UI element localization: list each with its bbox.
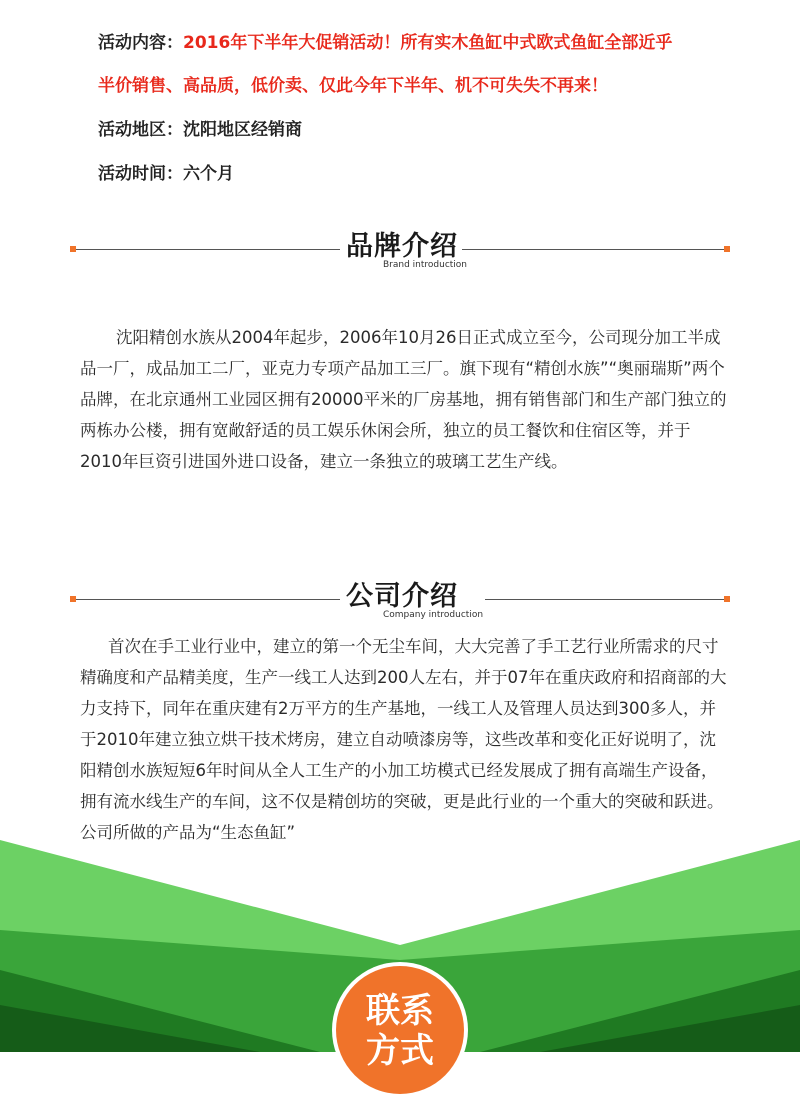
header-left-line [76, 249, 340, 250]
company-title: 公司介绍 [346, 581, 458, 612]
promo-region-label: 活动地区： [98, 120, 183, 140]
header-right-dot [724, 246, 730, 252]
company-section-header [0, 580, 800, 630]
header-right-line [462, 249, 724, 250]
promo-content-line2 [98, 75, 608, 97]
promo-content-text-1: 2016年下半年大促销活动！所有实木鱼缸中式欧式鱼缸全部近乎 [183, 33, 673, 53]
brand-description: 沈阳精创水族从2004年起步，2006年10月26日正式成立至今，公司现分加工半成品一厂，成品加工二厂，亚克力专项产品加工三厂。旗下现有“精创水族”“奥丽瑞斯”两个品牌，在北京通州工业园区拥有20000平米的厂房基地，拥有销售部门和生产部门独立的两栋办公楼，拥有宽敞舒适的员工娱乐休闲会所，独立的员工餐饮和住宿区等，并于2010年巨资引进国外进口设备，建立一条独立的玻璃工艺生产线。 [80, 328, 727, 471]
brand-subtitle: Brand introduction [383, 260, 468, 270]
contact-line2: 方式 [366, 1031, 434, 1071]
promo-content-line1 [98, 32, 672, 54]
company-description: 首次在手工业行业中，建立的第一个无尘车间，大大完善了手工艺行业所需求的尺寸精确度和产品精美度，生产一线工人达到200人左右，并于07年在重庆政府和招商部的大力支持下，同年在重庆建有2万平方的生产基地，一线工人及管理人员达到300多人，并于2010年建立独立烘干技术烤房，建立自动喷漆房等，这些改革和变化正好说明了，沈阳精创水族短短6年时间从全人工生产的小加工坊模式已经发展成了拥有高端生产设备，拥有流水线生产的车间，这不仅是精创坊的突破，更是此行业的一个重大的突破和跃进。公司所做的产品为“生态鱼缸” [80, 637, 727, 842]
brand-section-header [0, 230, 800, 280]
promo-time [98, 163, 234, 185]
header-right-dot [724, 596, 730, 602]
contact-line1: 联系 [366, 991, 434, 1031]
header-right-line [485, 599, 724, 600]
company-subtitle: Company introduction [383, 610, 484, 620]
promo-time-value: 六个月 [183, 164, 234, 184]
promo-region [98, 119, 302, 141]
promo-time-label: 活动时间： [98, 164, 183, 184]
promo-content-label: 活动内容： [98, 33, 183, 53]
promo-region-value: 沈阳地区经销商 [183, 120, 302, 140]
promo-content-text-2: 半价销售、高品质，低价卖、仅此今年下半年、机不可失失不再来！ [98, 76, 608, 96]
brand-title: 品牌介绍 [346, 231, 458, 262]
header-left-line [76, 599, 340, 600]
